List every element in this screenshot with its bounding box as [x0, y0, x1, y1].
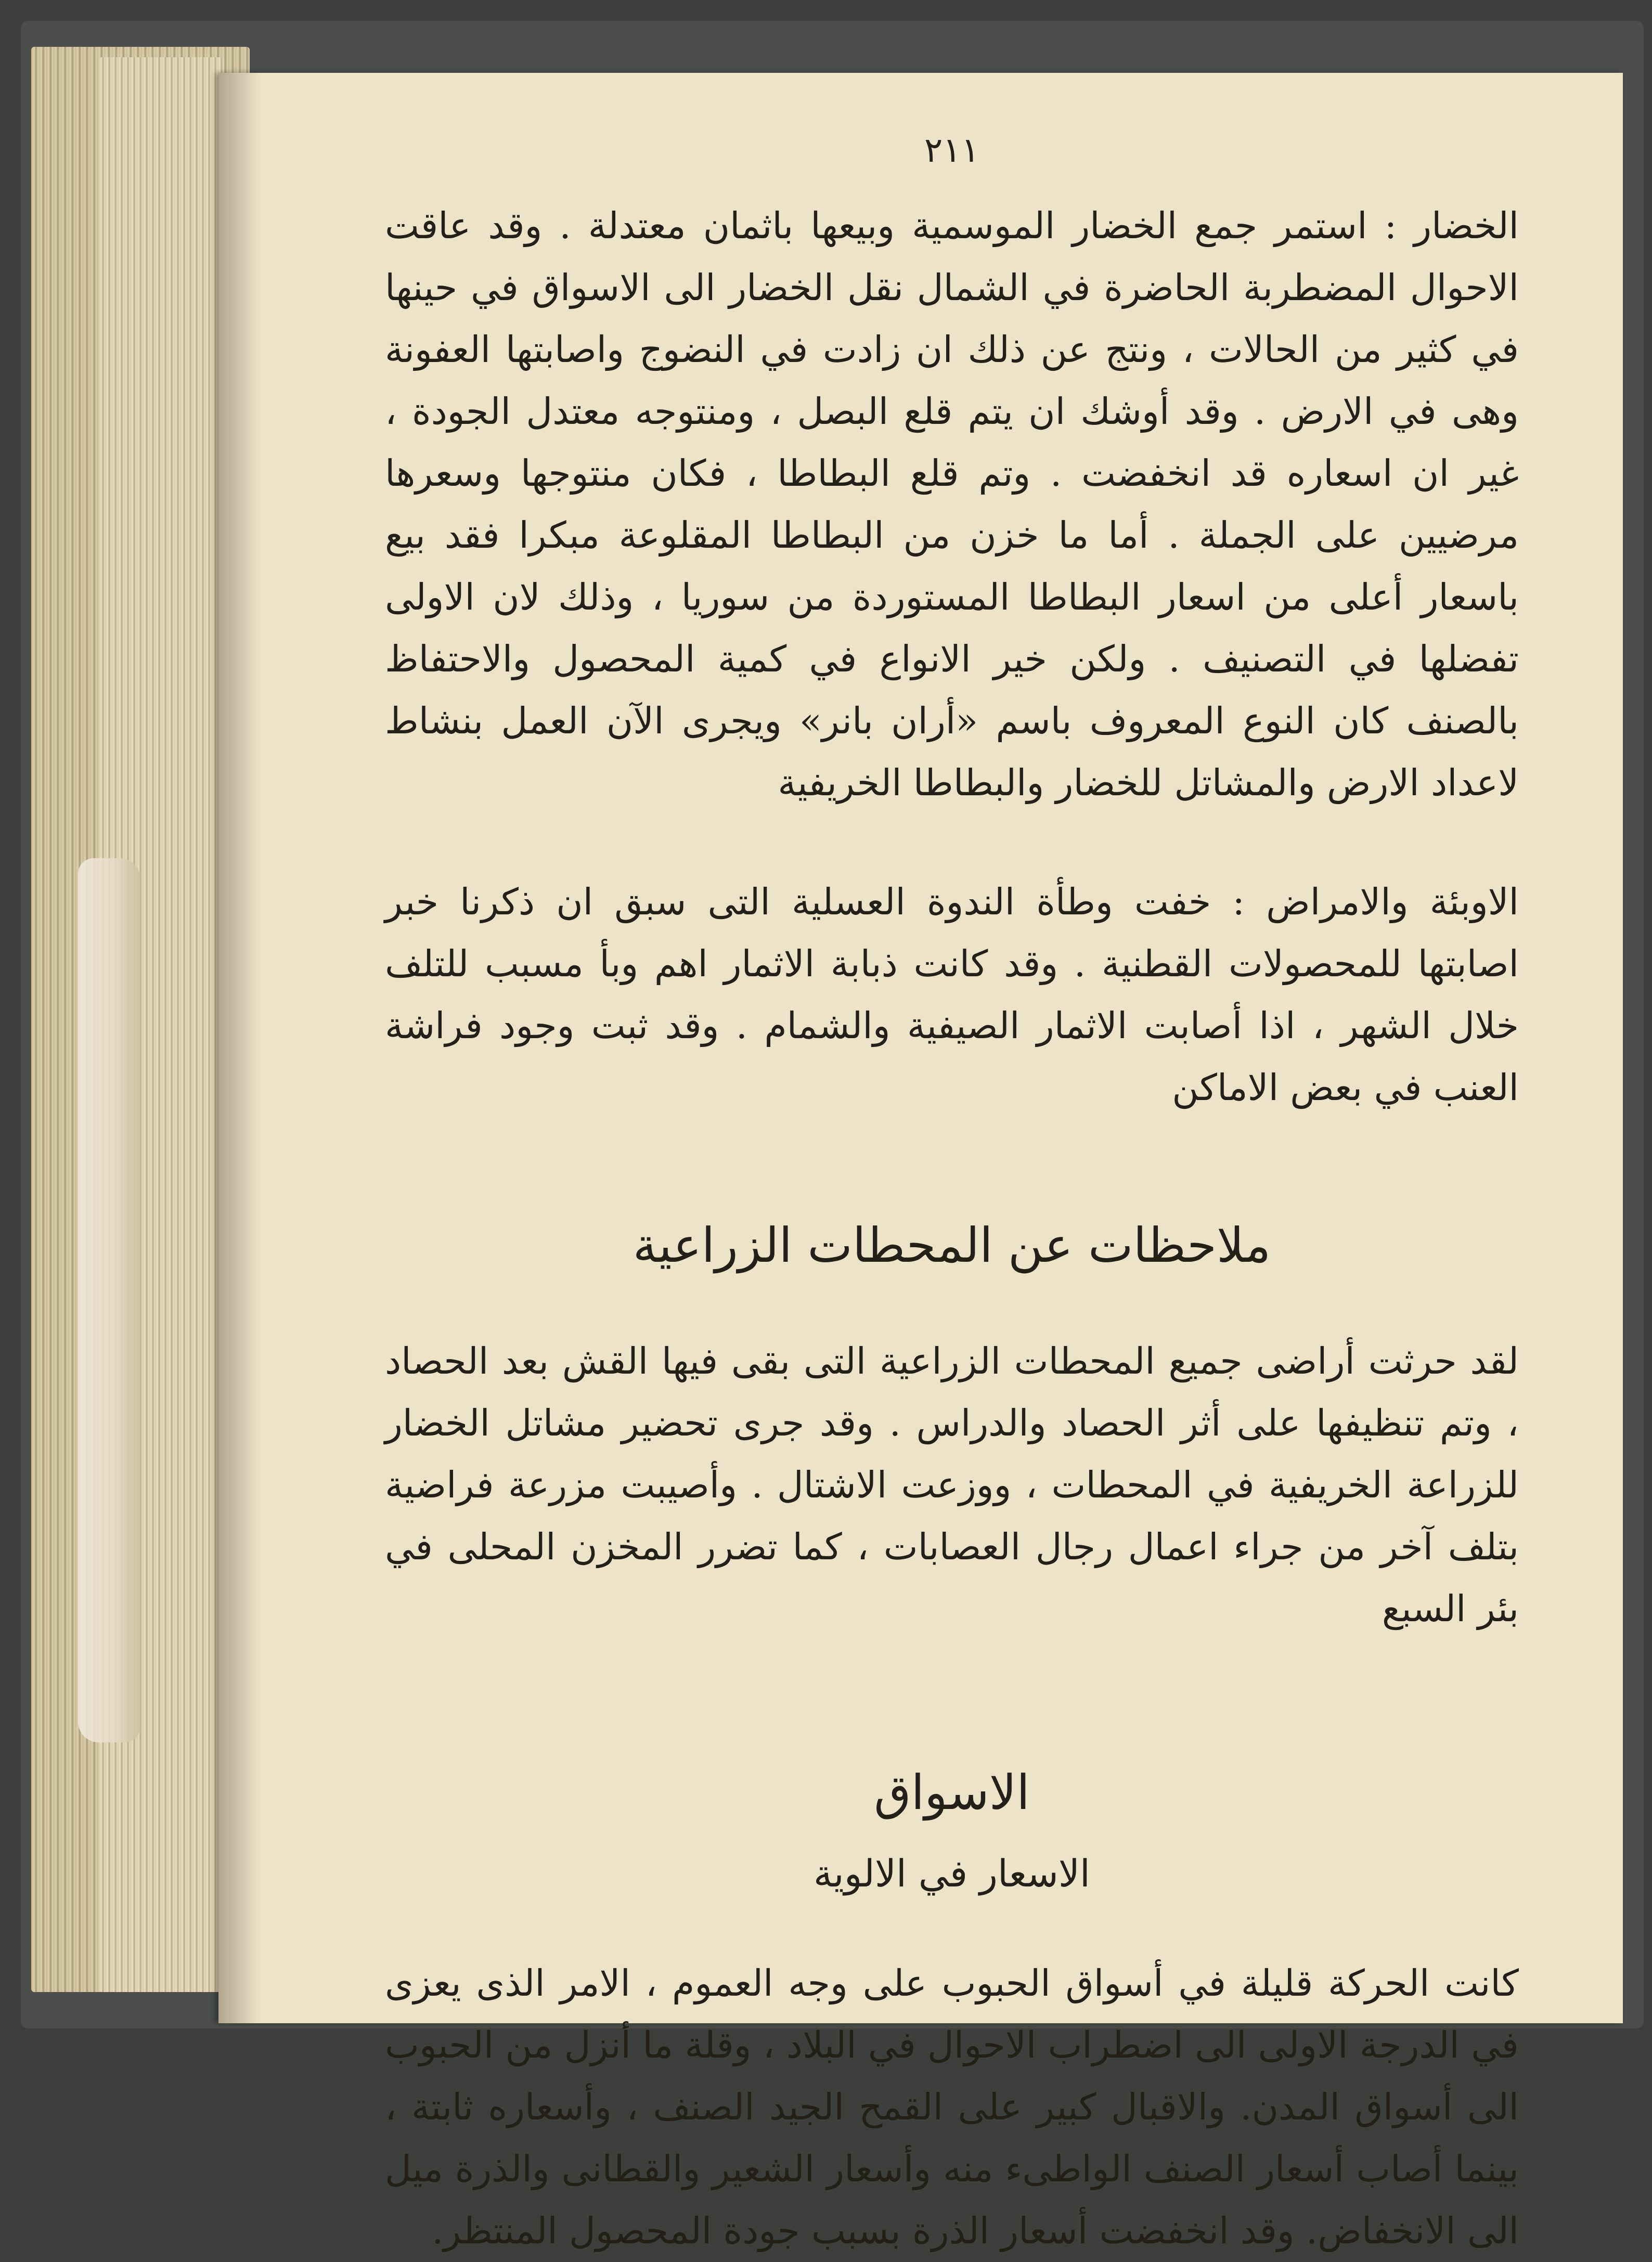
paragraph-agricultural-stations: لقد حرثت أراضى جميع المحطات الزراعية التى بقى فيها القش بعد الحصاد ، وتم تنظيفها على أثر الحصاد والدراس . وقد جرى تحضير مشاتل الخضار للزراعة الخريفية في المحطات ، ووزعت الاشتال . وأصيبت مزرعة فراضية بتلف آخر من جراء اعمال رجال العصابات ، كما تضرر المخزن المحلى في بئر السبع	[385, 1340, 1519, 1630]
paragraph-markets: كانت الحركة قليلة في أسواق الحبوب على وجه العموم ، الامر الذى يعزى في الدرجة الاولى الى اضطراب الاحوال في البلاد ، وقلة ما أنزل من الحبوب الى أسواق المدن. والاقبال كبير على القمح الجيد الصنف ، وأسعاره ثابتة ، بينما أصاب أسعار الصنف الواطىء منه وأسعار الشعير والقطانى والذرة ميل الى الانخفاض. وقد انخفضت أسعار الذرة بسبب جودة المحصول المنتظر.	[385, 1962, 1519, 2252]
spine-shadow	[218, 73, 260, 2023]
page-number: ٢١١	[924, 130, 980, 170]
subheading-district-prices: الاسعار في الالوية	[814, 1852, 1090, 1895]
heading-agricultural-stations: ملاحظات عن المحطات الزراعية	[633, 1218, 1271, 1273]
torn-page-edge	[78, 858, 140, 1742]
page-content	[385, 130, 1519, 2252]
paragraph-pests-diseases: الاوبئة والامراض : خفت وطأة الندوة العسلية التى سبق ان ذكرنا خبر اصابتها للمحصولات القطنية . وقد كانت ذبابة الاثمار اهم وبأ مسبب للتلف خلال الشهر ، اذا أصابت الاثمار الصيفية والشمام . وقد ثبت وجود فراشة العنب في بعض الاماكن	[385, 881, 1519, 1109]
paragraph-vegetables: الخضار : استمر جمع الخضار الموسمية وبيعها باثمان معتدلة . وقد عاقت الاحوال المضطربة الحاضرة في الشمال نقل الخضار الى الاسواق في حينها في كثير من الحالات ، ونتج عن ذلك ان زادت في النضوج واصابتها العفونة وهى في الارض . وقد أوشك ان يتم قلع البصل ، ومنتوجه معتدل الجودة ، غير ان اسعاره قد انخفضت . وتم قلع البطاطا ، فكان منتوجها وسعرها مرضيين على الجملة . أما ما خزن من البطاطا المقلوعة مبكرا فقد بيع باسعار أعلى من اسعار البطاطا المستوردة من سوريا ، وذلك لان الاولى تفضلها في التصنيف . ولكن خير الانواع في كمية المحصول والاحتفاظ بالصنف كان النوع المعروف باسم «أران بانر» ويجرى الآن العمل بنشاط لاعداد الارض والمشاتل للخضار والبطاطا الخريفية	[385, 204, 1519, 804]
heading-markets: الاسواق	[874, 1765, 1030, 1820]
